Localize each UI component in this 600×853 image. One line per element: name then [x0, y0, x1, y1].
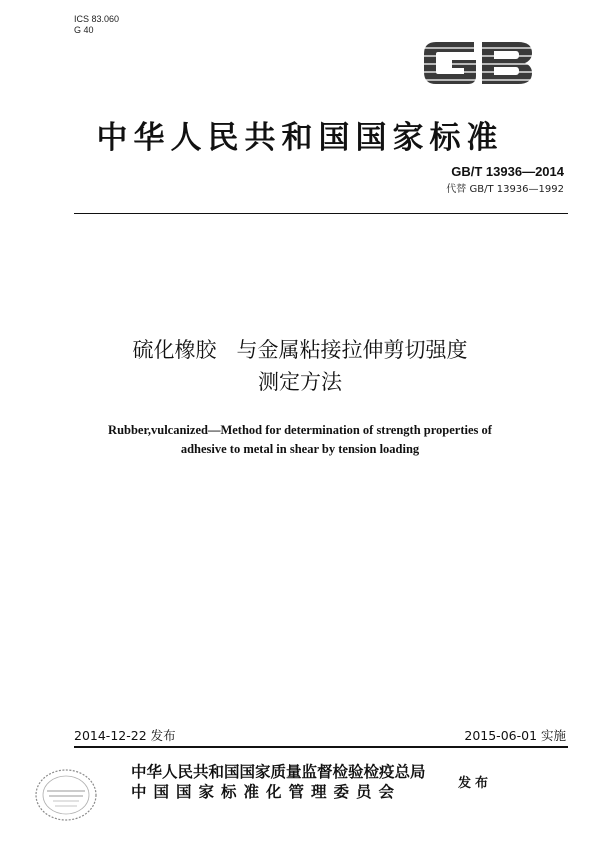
document-title-cn: [0, 334, 600, 398]
title-cn-part1: 硫化橡胶: [132, 338, 217, 362]
header-divider: [74, 213, 568, 214]
ics-code: ICS 83.060: [74, 14, 120, 24]
title-cn-line1: [0, 334, 600, 366]
title-cn-line2: 测定方法: [258, 370, 342, 394]
official-seal-icon: [33, 767, 99, 823]
publish-date: 2014-12-22 发布: [74, 728, 176, 743]
title-cn-part2: 与金属粘接拉伸剪切强度: [236, 338, 468, 362]
replaces-standard: 代替 GB/T 13936—1992: [446, 184, 564, 195]
title-en-line2: adhesive to metal in shear by tension loading: [180, 442, 420, 456]
issuer-aqsiq: 中华人民共和国国家质量监督检验检疫总局: [131, 763, 426, 781]
document-title-en: [0, 421, 600, 459]
classification-codes: [74, 14, 119, 36]
issuer-sac: 中国国家标准化管理委员会: [131, 783, 402, 801]
standard-number: GB/T 13936—2014: [451, 164, 564, 179]
issue-label: 发布: [458, 776, 493, 791]
footer-divider: [74, 746, 568, 748]
ccs-code: G 40: [74, 25, 94, 35]
gb-logo: [418, 34, 538, 92]
effective-date: 2015-06-01 实施: [464, 728, 566, 743]
national-standard-title: 中华人民共和国国家标准: [96, 120, 504, 156]
issuing-authorities: [131, 762, 426, 802]
title-en-line1: Rubber,vulcanized—Method for determination of strength properties of: [108, 423, 492, 437]
